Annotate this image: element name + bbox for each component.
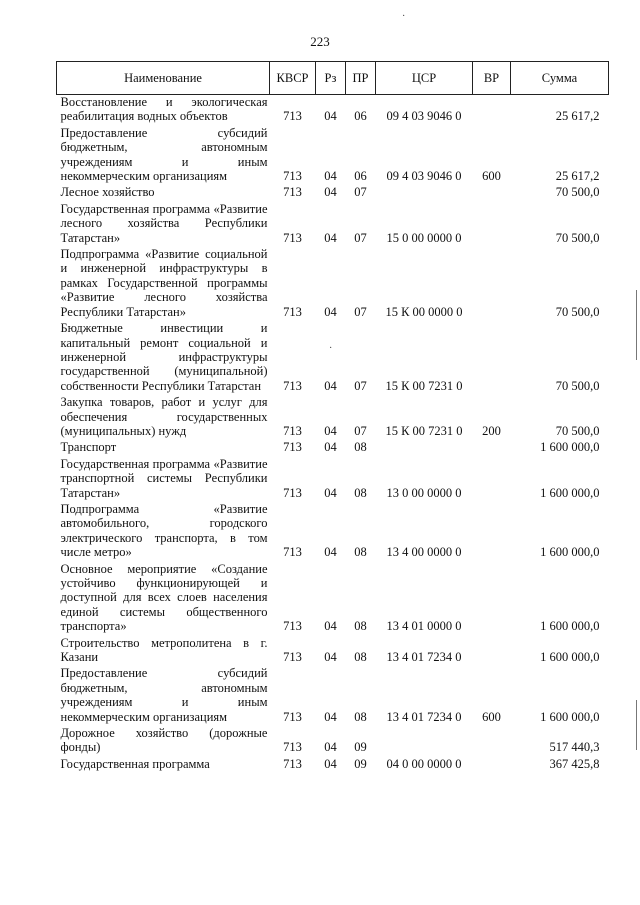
cell-pr: 08 [354,709,367,724]
cell-name: Основное мероприятие «Создание устойчиво функционирующей и доступной для всех слоев населения единой системы общественного транспорта» [60,561,268,634]
cell-kvsr: 713 [283,756,302,771]
cell-kvsr: 713 [283,440,302,455]
cell-pr: 09 [354,740,367,755]
cell-kvsr: 713 [283,185,302,200]
cell-csr: 13 0 00 0000 0 [386,485,462,500]
cell-sum: 1 600 000,0 [540,485,600,500]
cell-csr [376,726,473,757]
table-row [57,502,609,562]
cell-kvsr: 713 [283,423,302,438]
cell-kvsr: 713 [283,740,302,755]
scan-edge-line [636,290,637,360]
cell-vr [473,202,511,247]
cell-name: Государственная программа «Развитие лесного хозяйства Республики Татарстан» [60,201,268,245]
cell-csr: 09 4 03 9046 0 [386,109,462,124]
cell-name: Государственная программа «Развитие транспортной системы Республики Татарстан» [60,456,268,500]
cell-csr: 15 К 00 7231 0 [385,423,463,438]
cell-kvsr: 713 [283,378,302,393]
cell-kvsr: 713 [283,619,302,634]
cell-vr [473,502,511,562]
cell-name: Предоставление субсидий бюджетным, автономным учреждениям и иным некоммерческим организациям [60,125,268,184]
cell-kvsr: 713 [283,709,302,724]
table-row [57,126,609,186]
table-row [57,321,609,395]
cell-name: Государственная программа [60,756,210,771]
table-row [57,440,609,456]
cell-csr: 15 К 00 7231 0 [385,378,463,393]
table-row [57,666,609,726]
cell-rz: 04 [324,440,337,455]
cell-csr: 13 4 01 7234 0 [386,709,462,724]
header-csr: ЦСР [376,62,473,95]
cell-csr [376,440,473,456]
cell-name: Подпрограмма «Развитие автомобильного, городского электрического транспорта, в том числе метро» [60,501,268,560]
cell-pr: 08 [354,619,367,634]
cell-vr: 200 [482,423,501,438]
table-row [57,726,609,757]
cell-csr: 13 4 01 0000 0 [386,619,462,634]
header-name: Наименование [57,62,270,95]
cell-rz: 04 [324,545,337,560]
cell-vr [473,457,511,502]
cell-kvsr: 713 [283,169,302,184]
cell-vr: 600 [482,709,501,724]
table-header-row [57,62,609,95]
cell-rz: 04 [324,185,337,200]
table-row [57,457,609,502]
cell-sum: 70 500,0 [555,304,600,319]
table-row [57,636,609,667]
table-row [57,757,609,773]
cell-name: Бюджетные инвестиции и капитальный ремонт социальной и инженерной инфраструктуры государственной (муниципальной) собственности Республики Татарстан [60,321,268,393]
cell-rz: 04 [324,230,337,245]
cell-sum: 70 500,0 [555,378,600,393]
cell-name: Транспорт [60,440,117,455]
cell-rz: 04 [324,756,337,771]
cell-vr [473,757,511,773]
page-number: 223 [310,34,330,49]
cell-csr: 13 4 01 7234 0 [386,650,462,665]
cell-pr: 08 [354,485,367,500]
scan-speck: · [402,11,406,22]
table-row [57,202,609,247]
cell-sum: 517 440,3 [549,740,600,755]
cell-csr: 15 К 00 0000 0 [385,304,463,319]
cell-name: Закупка товаров, работ и услуг для обеспечения государственных (муниципальных) нужд [60,395,268,438]
cell-name: Восстановление и экологическая реабилитация водных объектов [60,95,268,124]
cell-sum: 70 500,0 [555,185,600,200]
cell-kvsr: 713 [283,304,302,319]
cell-sum: 25 617,2 [555,109,600,124]
cell-csr: 09 4 03 9046 0 [386,169,462,184]
table-row [57,95,609,126]
cell-vr [473,95,511,126]
header-rz: Рз [316,62,346,95]
cell-rz: 04 [324,619,337,634]
cell-rz: 04 [324,650,337,665]
cell-sum: 1 600 000,0 [540,440,600,455]
cell-sum: 367 425,8 [549,756,600,771]
cell-pr: 06 [354,169,367,184]
cell-kvsr: 713 [283,650,302,665]
header-kvsr: КВСР [270,62,316,95]
cell-rz: 04 [324,109,337,124]
cell-sum: 70 500,0 [555,423,600,438]
cell-pr: 06 [354,109,367,124]
cell-kvsr: 713 [283,109,302,124]
cell-rz: 04 [324,740,337,755]
cell-kvsr: 713 [283,485,302,500]
cell-name: Подпрограмма «Развитие социальной и инженерной инфраструктуры в рамках Государственной программы «Развитие лесного хозяйства Республики Татарстан» [60,247,268,319]
table-row [57,395,609,440]
cell-csr [376,185,473,201]
table-row [57,562,609,636]
cell-name: Дорожное хозяйство (дорожные фонды) [60,726,268,755]
cell-kvsr: 713 [283,230,302,245]
header-sum: Сумма [511,62,609,95]
cell-csr: 13 4 00 0000 0 [386,545,462,560]
cell-vr [473,726,511,757]
cell-vr [473,321,511,395]
scan-speck: · [329,343,333,354]
cell-vr [473,440,511,456]
cell-vr: 600 [482,169,501,184]
header-vr: ВР [473,62,511,95]
table-row [57,185,609,201]
cell-pr: 07 [354,423,367,438]
cell-rz: 04 [324,485,337,500]
cell-pr: 09 [354,756,367,771]
cell-vr [473,562,511,636]
budget-table [56,61,609,773]
cell-pr: 08 [354,440,367,455]
cell-sum: 25 617,2 [555,169,600,184]
cell-rz: 04 [324,423,337,438]
table-row [57,247,609,321]
cell-name: Предоставление субсидий бюджетным, автономным учреждениям и иным некоммерческим организациям [60,666,268,724]
header-pr: ПР [346,62,376,95]
cell-csr: 15 0 00 0000 0 [386,230,462,245]
cell-sum: 1 600 000,0 [540,619,600,634]
cell-rz: 04 [324,709,337,724]
cell-pr: 07 [354,378,367,393]
cell-pr: 08 [354,650,367,665]
cell-kvsr: 713 [283,545,302,560]
cell-sum: 1 600 000,0 [540,709,600,724]
cell-pr: 08 [354,545,367,560]
cell-rz: 04 [324,169,337,184]
cell-name: Лесное хозяйство [60,185,155,200]
cell-sum: 1 600 000,0 [540,545,600,560]
cell-pr: 07 [354,304,367,319]
cell-rz: 04 [324,304,337,319]
cell-pr: 07 [354,230,367,245]
cell-pr: 07 [354,185,367,200]
cell-name: Строительство метрополитена в г. Казани [60,635,268,665]
cell-csr: 04 0 00 0000 0 [386,756,462,771]
cell-sum: 70 500,0 [555,230,600,245]
scan-edge-line [636,700,637,750]
cell-rz: 04 [324,378,337,393]
cell-vr [473,636,511,667]
cell-sum: 1 600 000,0 [540,650,600,665]
cell-vr [473,247,511,321]
cell-vr [473,185,511,201]
